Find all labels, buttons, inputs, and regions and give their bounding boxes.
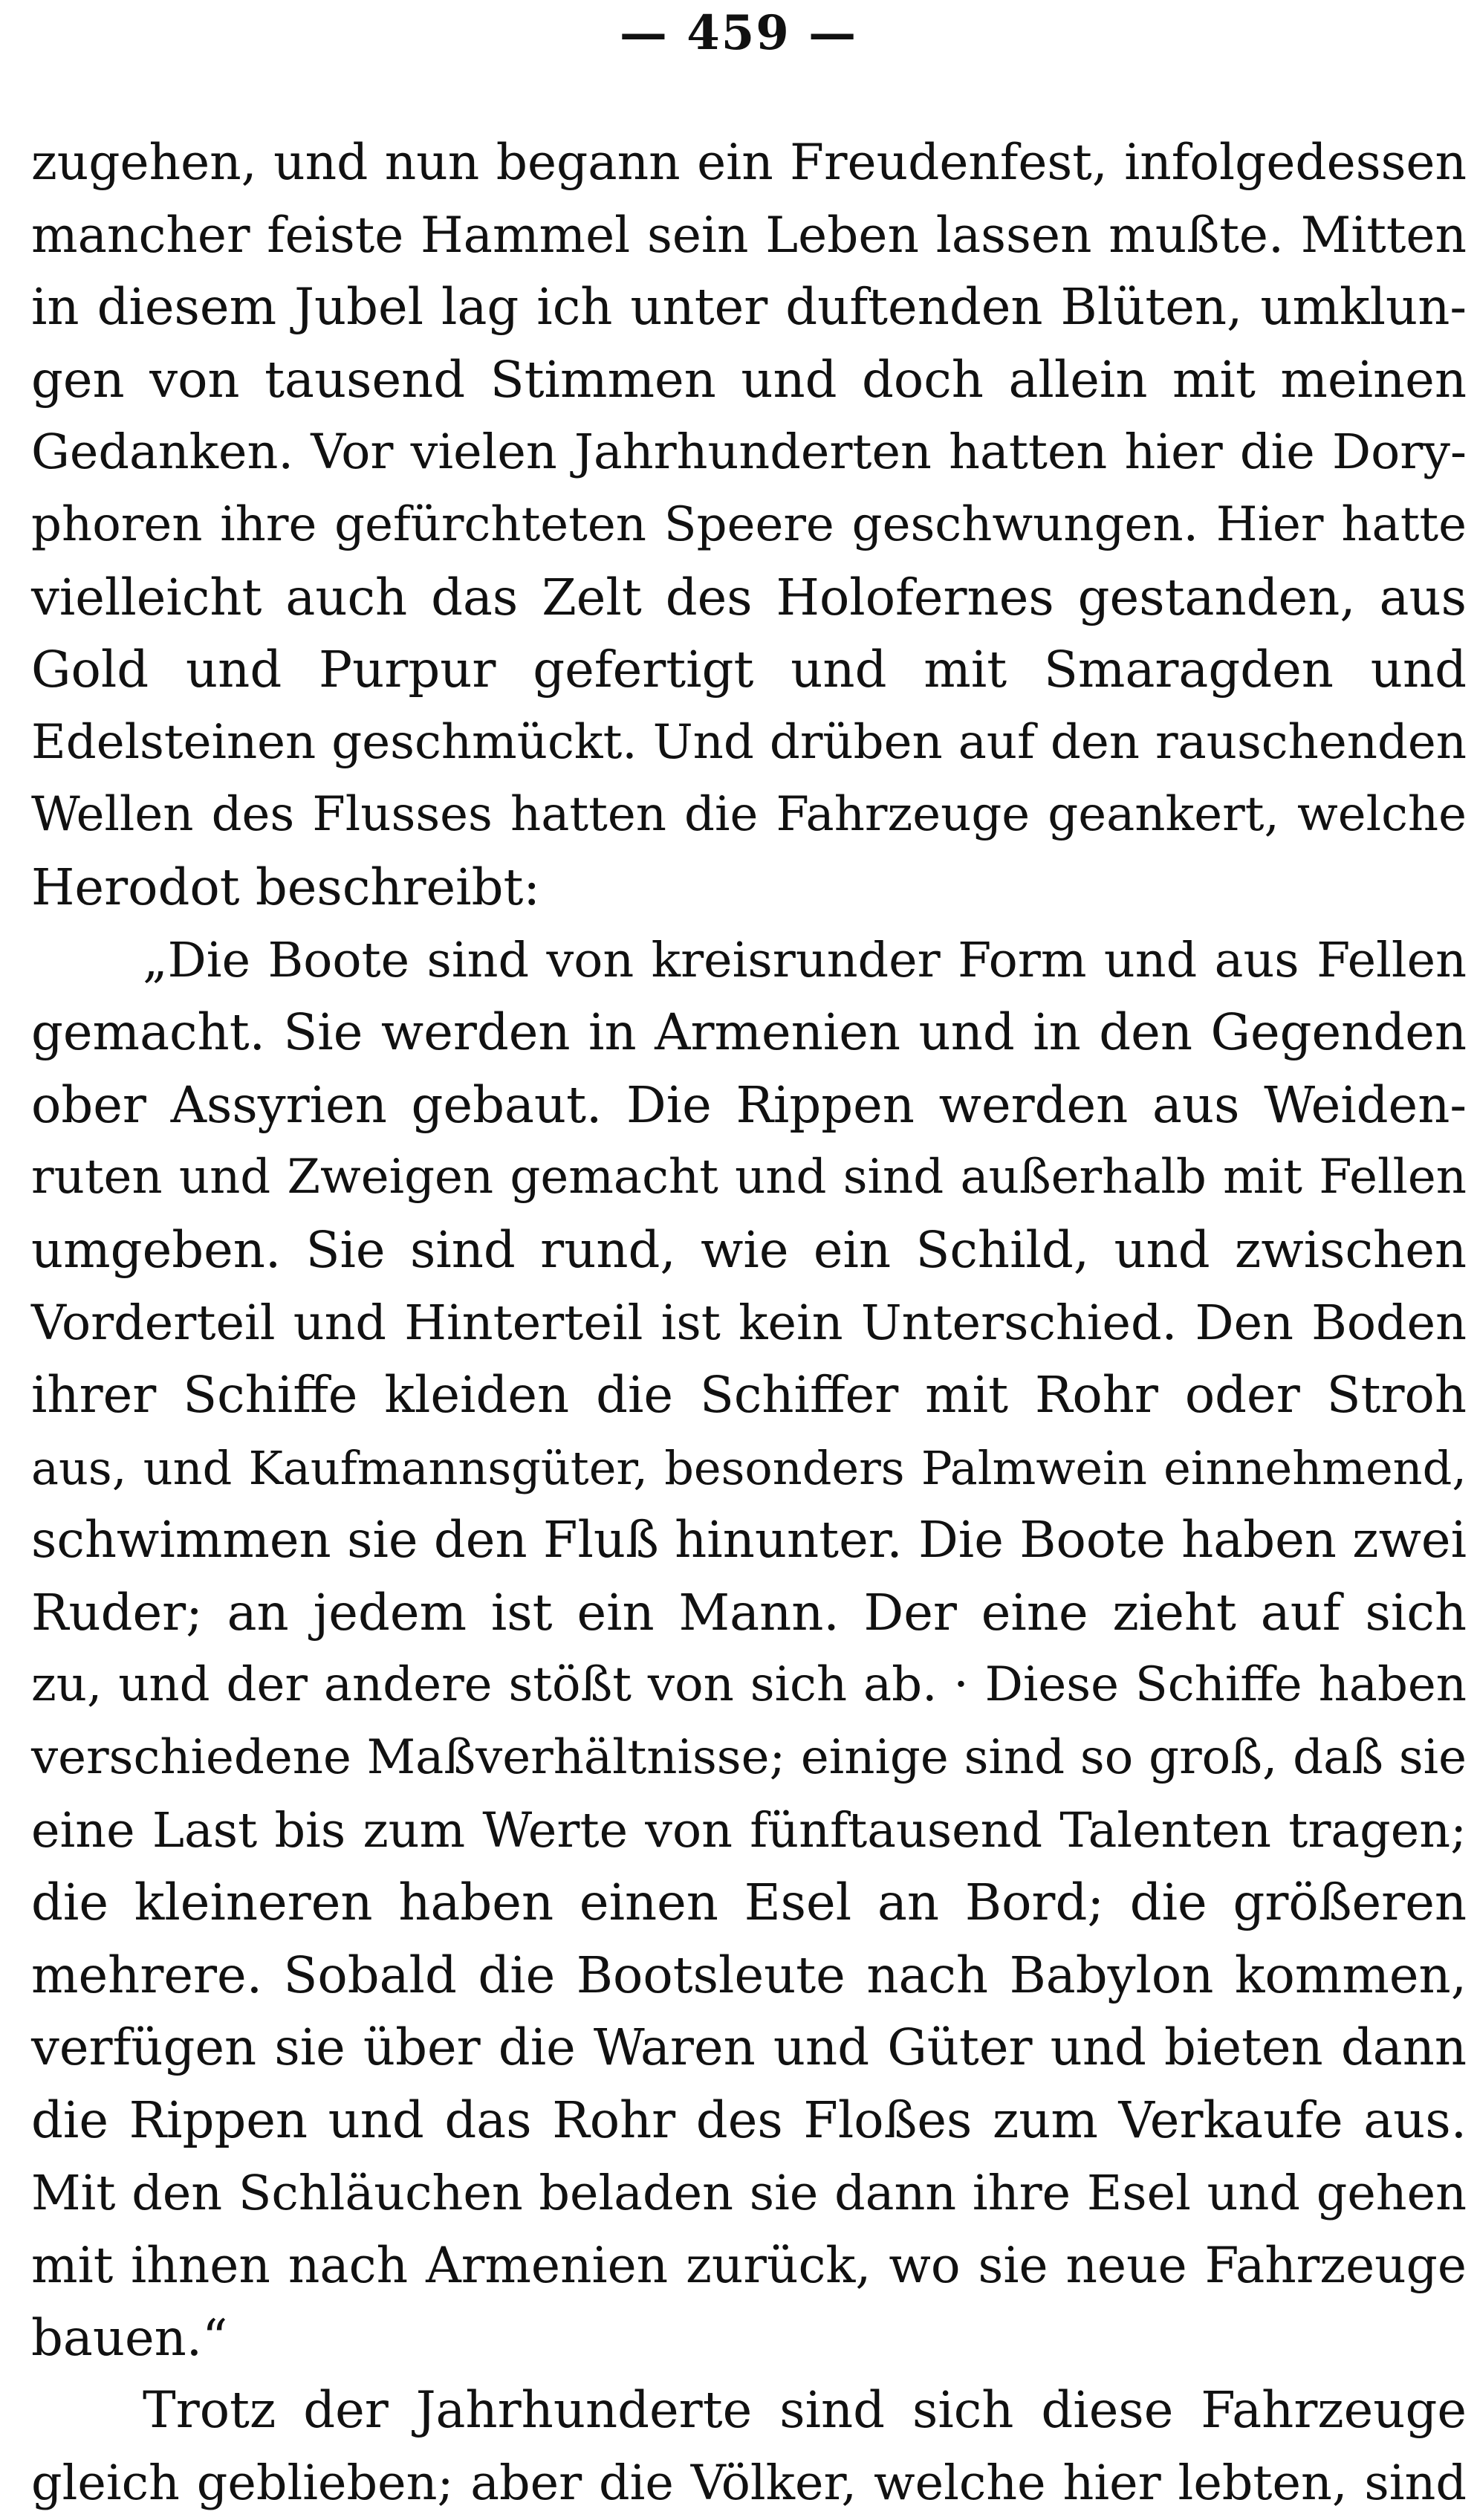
text-line: umgeben. Sie sind rund, wie ein Schild, und zwischen	[31, 1220, 1467, 1279]
text-line: mancher feiste Hammel sein Leben lassen mußte. Mitten	[31, 206, 1467, 264]
page-number: — 459 —	[619, 5, 858, 61]
text-line: Vorderteil und Hinterteil ist kein Unterschied. Den Boden	[31, 1295, 1467, 1351]
text-line: verschiedene Maßverhältnisse; einige sind so groß, daß sie	[31, 1730, 1467, 1786]
text-line: mit ihnen nach Armenien zurück, wo sie neue Fahrzeuge	[31, 2237, 1467, 2295]
text-line: die Rippen und das Rohr des Floßes zum Verkaufe aus.	[31, 2091, 1467, 2150]
text-line: „Die Boote sind von kreisrunder Form und aus Fellen	[143, 932, 1467, 988]
text-line: aus, und Kaufmannsgüter, besonders Palmwein einnehmend,	[31, 1440, 1467, 1495]
text-line: zu, und der andere stößt von sich ab. · Diese Schiffe haben	[31, 1657, 1467, 1713]
text-line: mehrere. Sobald die Bootsleute nach Babylon kommen,	[31, 1946, 1467, 2004]
text-line: gleich geblieben; aber die Völker, welche hier lebten, sind	[31, 2455, 1467, 2511]
text-line: gemacht. Sie werden in Armenien und in den Gegenden	[31, 1003, 1467, 1062]
text-line: gen von tausend Stimmen und doch allein mit meinen	[31, 350, 1467, 409]
text-line: bauen.“	[31, 2308, 228, 2367]
text-line: Gold und Purpur gefertigt und mit Smaragden und	[31, 641, 1467, 699]
text-line: vielleicht auch das Zelt des Holofernes gestanden, aus	[31, 568, 1467, 626]
text-line: eine Last bis zum Werte von fünftausend Talenten tragen;	[31, 1802, 1467, 1859]
text-line: in diesem Jubel lag ich unter duftenden Blüten, umklun-	[31, 278, 1467, 337]
text-line: ihrer Schiffe kleiden die Schiffer mit Rohr oder Stroh	[31, 1366, 1467, 1425]
text-line: ruten und Zweigen gemacht und sind außerhalb mit Fellen	[31, 1150, 1467, 1205]
text-line: schwimmen sie den Fluß hinunter. Die Boote haben zwei	[31, 1511, 1467, 1570]
text-line: Gedanken. Vor vielen Jahrhunderten hatten hier die Dory-	[31, 424, 1467, 481]
text-line: Ruder; an jedem ist ein Mann. Der eine zieht auf sich	[31, 1583, 1467, 1642]
text-line: phoren ihre gefürchteten Speere geschwungen. Hier hatte	[31, 496, 1467, 552]
text-line: Mit den Schläuchen beladen sie dann ihre Esel und gehen	[31, 2165, 1467, 2221]
text-line: Trotz der Jahrhunderte sind sich diese Fahrzeuge	[143, 2381, 1467, 2440]
page-body-text	[31, 126, 1467, 2520]
text-line: Herodot beschreibt:	[31, 858, 540, 916]
text-line: die kleineren haben einen Esel an Bord; die größeren	[31, 1873, 1467, 1932]
text-line: ober Assyrien gebaut. Die Rippen werden aus Weiden-	[31, 1075, 1467, 1134]
text-line: zugehen, und nun begann ein Freudenfest, infolgedessen	[31, 134, 1467, 191]
text-line: verfügen sie über die Waren und Güter und bieten dann	[31, 2018, 1467, 2077]
text-line: Wellen des Flusses hatten die Fahrzeuge geankert, welche	[31, 787, 1467, 843]
text-line: Edelsteinen geschmückt. Und drüben auf den rauschenden	[31, 714, 1467, 770]
